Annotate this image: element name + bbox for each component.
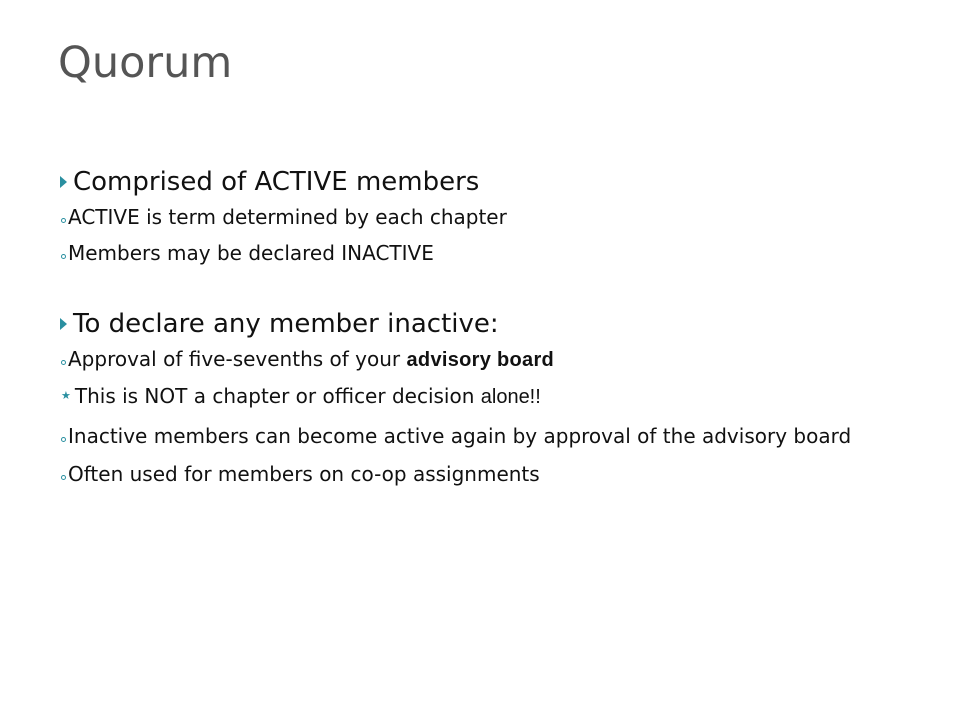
bullet-item	[58, 240, 918, 266]
triangle-right-icon	[60, 318, 67, 330]
bullet-bold-text: advisory board	[406, 349, 555, 371]
star-icon: ★	[61, 388, 71, 402]
bullet-text: This is NOT a chapter or officer decision	[74, 384, 481, 408]
bullet-text: ACTIVE is term determined by each chapter	[68, 205, 507, 229]
bullet-emphasis-text: alone!!	[480, 386, 541, 408]
heading-text: Comprised of ACTIVE members	[73, 167, 480, 197]
bullet-item	[58, 421, 918, 451]
bullet-item	[58, 383, 918, 411]
section-active-members	[58, 160, 918, 266]
bullet-text: Approval of five-sevenths of your	[68, 347, 407, 371]
section-declare-inactive	[58, 302, 918, 487]
small-circle-icon	[61, 218, 66, 223]
bullet-item	[58, 346, 918, 373]
small-circle-icon	[61, 360, 66, 365]
bullet-item	[58, 461, 918, 487]
bullet-text: Often used for members on co-op assignments	[68, 461, 540, 486]
small-circle-icon	[61, 475, 66, 480]
bullet-text: Members may be declared INACTIVE	[68, 241, 434, 265]
heading-text: To declare any member inactive:	[73, 309, 499, 339]
bullet-text: Inactive members can become active again by approval of the advisory board	[68, 423, 852, 448]
triangle-right-icon	[60, 176, 67, 188]
bullet-item	[58, 204, 918, 230]
section-heading	[58, 160, 918, 204]
slide-body	[58, 160, 918, 497]
small-circle-icon	[61, 254, 66, 259]
slide-title: Quorum	[58, 38, 233, 88]
section-heading	[58, 302, 918, 346]
small-circle-icon	[61, 437, 66, 442]
